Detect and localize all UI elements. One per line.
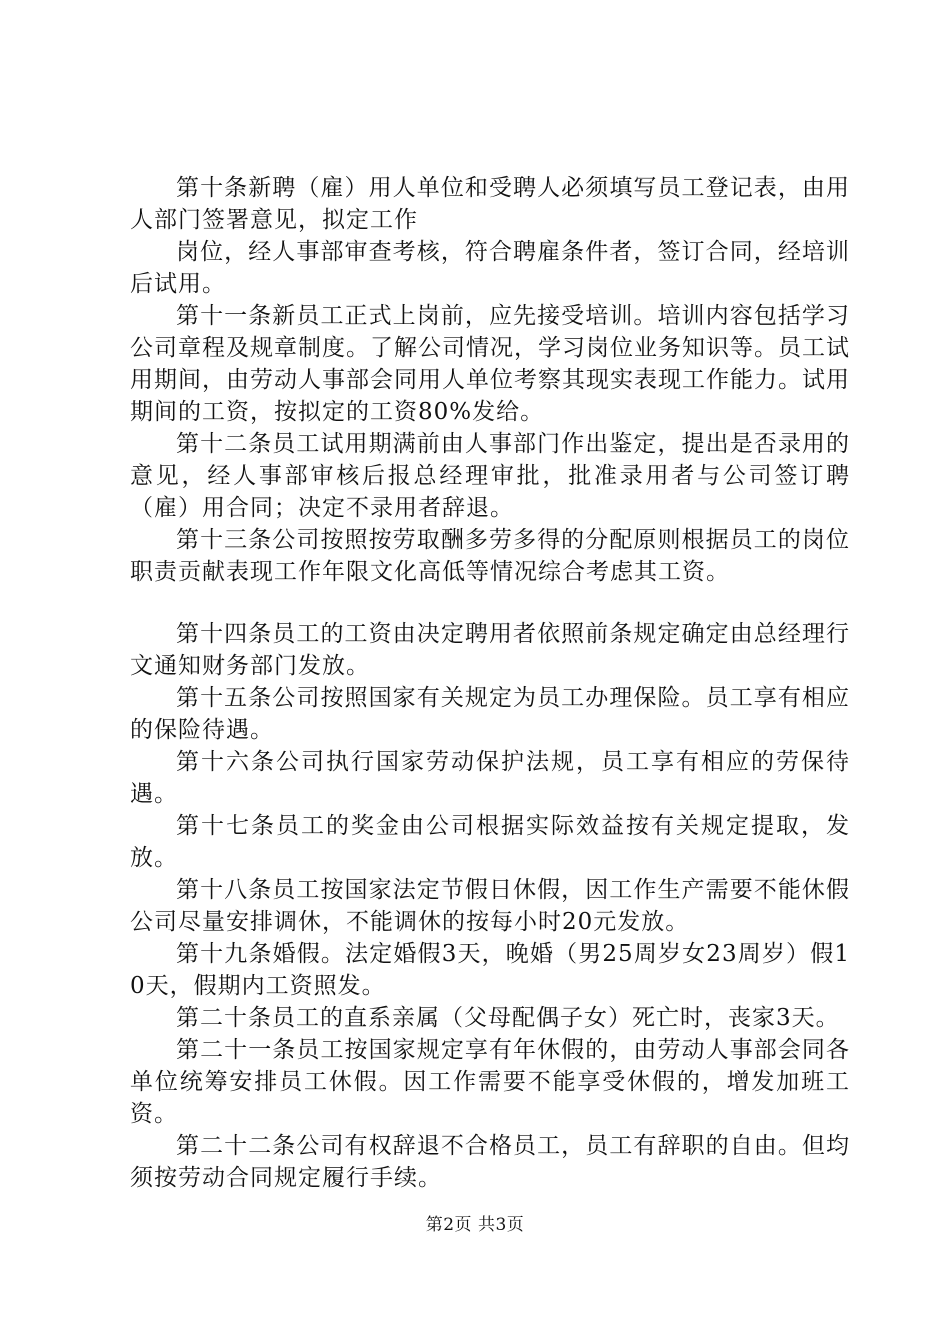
paragraph-article-15: 第十五条公司按照国家有关规定为员工办理保险。员工享有相应的保险待遇。 [130, 685, 850, 743]
paragraph-article-13: 第十三条公司按照按劳取酬多劳多得的分配原则根据员工的岗位职责贡献表现工作年限文化高低等情况综合考虑其工资。 [130, 527, 850, 585]
paragraph-article-10: 第十条新聘（雇）用人单位和受聘人必须填写员工登记表，由用人部门签署意见，拟定工作 [130, 175, 850, 233]
paragraph-article-12: 第十二条员工试用期满前由人事部门作出鉴定，提出是否录用的意见，经人事部审核后报总经理审批，批准录用者与公司签订聘（雇）用合同；决定不录用者辞退。 [130, 431, 850, 521]
document-body [130, 172, 850, 1194]
paragraph-article-14: 第十四条员工的工资由决定聘用者依照前条规定确定由总经理行文通知财务部门发放。 [130, 621, 850, 679]
paragraph-article-11: 第十一条新员工正式上岗前，应先接受培训。培训内容包括学习公司章程及规章制度。了解公司情况，学习岗位业务知识等。员工试用期间，由劳动人事部会同用人单位考察其现实表现工作能力。试用期间的工资，按拟定的工资80%发给。 [130, 303, 850, 425]
paragraph-article-20: 第二十条员工的直系亲属（父母配偶子女）死亡时，丧家3天。 [176, 1005, 840, 1031]
page-footer: 第2页 共3页 [425, 1215, 525, 1235]
paragraph-article-16: 第十六条公司执行国家劳动保护法规，员工享有相应的劳保待遇。 [130, 749, 850, 807]
paragraph-article-19: 第十九条婚假。法定婚假3天，晚婚（男25周岁女23周岁）假10天，假期内工资照发。 [130, 941, 850, 999]
paragraph-article-21: 第二十一条员工按国家规定享有年休假的，由劳动人事部会同各单位统筹安排员工休假。因工作需要不能享受休假的，增发加班工资。 [130, 1037, 850, 1127]
paragraph-article-22: 第二十二条公司有权辞退不合格员工，员工有辞职的自由。但均须按劳动合同规定履行手续。 [130, 1133, 850, 1191]
paragraph-article-10-continued: 岗位，经人事部审查考核，符合聘雇条件者，签订合同，经培训后试用。 [130, 239, 850, 297]
paragraph-article-17: 第十七条员工的奖金由公司根据实际效益按有关规定提取，发放。 [130, 813, 850, 871]
paragraph-article-18: 第十八条员工按国家法定节假日休假，因工作生产需要不能休假公司尽量安排调休，不能调休的按每小时20元发放。 [130, 877, 850, 935]
